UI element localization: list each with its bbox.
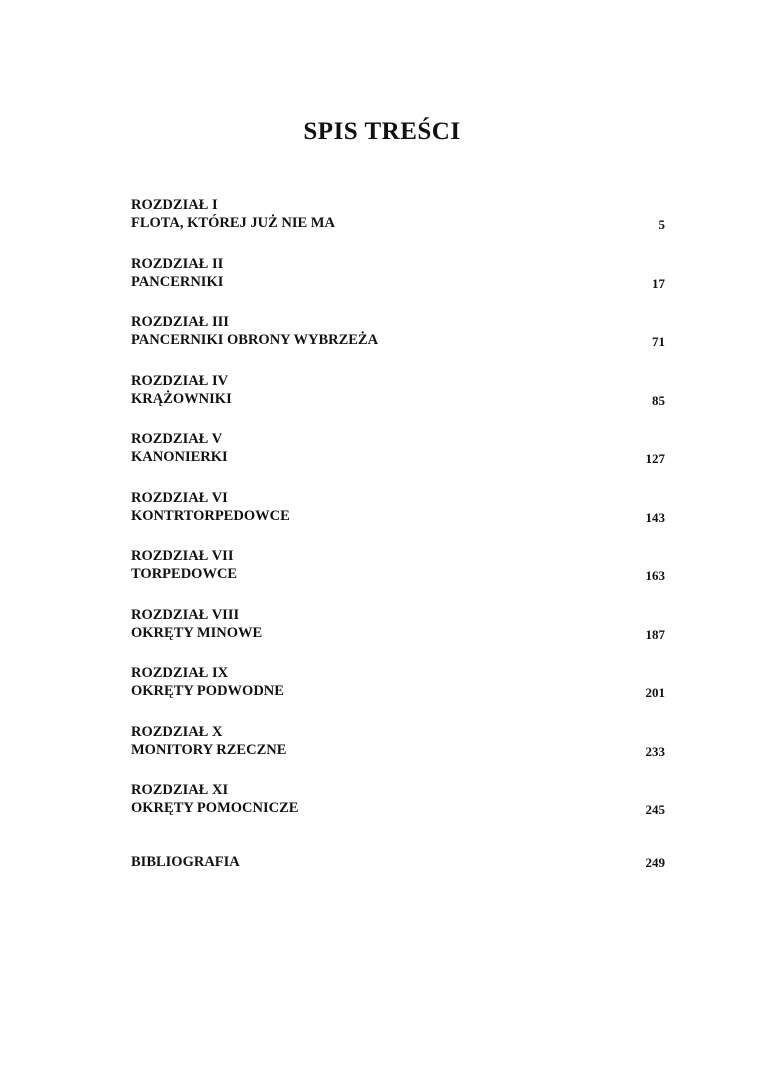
- toc-entry-5: [131, 430, 665, 489]
- page-number: 127: [645, 451, 665, 466]
- toc-entry-9: [131, 664, 665, 723]
- chapter-label: ROZDZIAŁ I: [131, 197, 218, 213]
- chapter-label: ROZDZIAŁ VI: [131, 489, 228, 506]
- toc-entry-3: [131, 313, 665, 372]
- chapter-title: OKRĘTY MINOWE: [131, 624, 263, 641]
- page-number: 249: [645, 855, 665, 870]
- page-title: SPIS TREŚCI: [303, 118, 461, 145]
- toc-entry-1: [131, 196, 665, 255]
- chapter-title: OKRĘTY POMOCNICZE: [131, 800, 299, 816]
- chapter-label: ROZDZIAŁ IX: [131, 665, 229, 681]
- page-number: 85: [652, 392, 665, 408]
- chapter-label: ROZDZIAŁ XI: [131, 782, 229, 798]
- chapter-title: PANCERNIKI: [131, 273, 224, 290]
- toc-entry-7: [131, 547, 665, 606]
- toc-entry-6: [131, 489, 665, 548]
- page-number: 5: [658, 217, 665, 232]
- chapter-label: ROZDZIAŁ VIII: [131, 606, 240, 623]
- chapter-label: ROZDZIAŁ III: [131, 314, 229, 330]
- page-number: 71: [652, 334, 665, 349]
- chapter-title: OKRĘTY PODWODNE: [131, 683, 284, 699]
- toc-entry-4: [131, 372, 665, 431]
- toc-entry-10: [131, 723, 665, 782]
- toc-list: [131, 196, 665, 840]
- toc-entry-2: [131, 255, 665, 314]
- page-number: 143: [645, 509, 665, 525]
- chapter-title: MONITORY RZECZNE: [131, 741, 287, 758]
- page-number: 201: [645, 685, 665, 700]
- chapter-label: ROZDZIAŁ V: [131, 431, 223, 447]
- chapter-title: KONTRTORPEDOWCE: [131, 507, 290, 524]
- chapter-title: KRĄŻOWNIKI: [131, 390, 232, 407]
- chapter-title: KANONIERKI: [131, 449, 228, 465]
- toc-entry-11: [131, 781, 665, 840]
- chapter-label: ROZDZIAŁ II: [131, 255, 224, 272]
- toc-entry-8: [131, 606, 665, 665]
- chapter-label: ROZDZIAŁ VII: [131, 548, 234, 564]
- page-number: 187: [645, 626, 665, 642]
- chapter-label: ROZDZIAŁ X: [131, 723, 223, 740]
- chapter-title: TORPEDOWCE: [131, 566, 238, 582]
- chapter-title: PANCERNIKI OBRONY WYBRZEŻA: [131, 332, 379, 348]
- bibliography-title: BIBLIOGRAFIA: [131, 854, 240, 870]
- chapter-title: FLOTA, KTÓREJ JUŻ NIE MA: [131, 215, 335, 231]
- chapter-label: ROZDZIAŁ IV: [131, 372, 229, 389]
- page-number: 233: [645, 743, 665, 759]
- toc-entry-bibliography: [131, 853, 665, 873]
- page-number: 163: [645, 568, 665, 583]
- page-number: 17: [652, 275, 665, 291]
- page-number: 245: [645, 802, 665, 817]
